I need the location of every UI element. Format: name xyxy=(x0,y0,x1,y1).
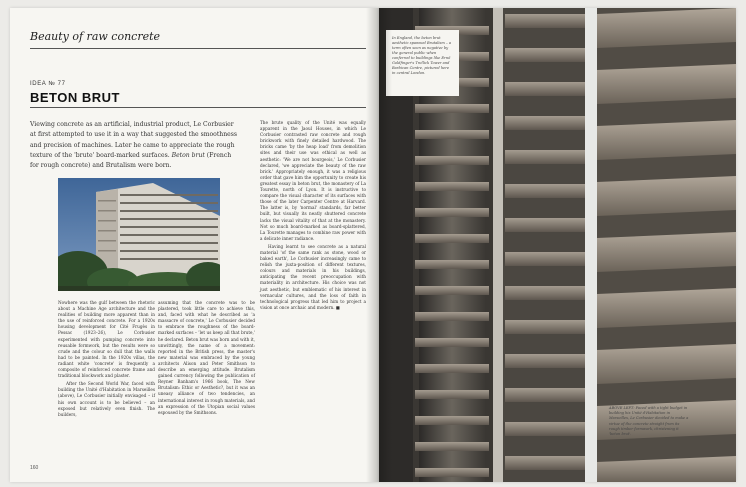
top-rule xyxy=(30,48,366,49)
unite-habitation-photo xyxy=(58,178,220,291)
idea-number-label: IDEA № 77 xyxy=(30,81,66,87)
left-page xyxy=(10,8,379,482)
body-paragraph: Having learnt to see concrete as a natural material 'of the same rank as stone, wood or baked earth', Le Corbusier increasingly came to relish the juxta-position of different textures, colours and materials in his buildings, anticipating the recent preoccupation with materiality in architecture. His choice was not just aesthetic, but emblematic of his interest in vernacular cultures, and the loss of faith in technological progress that led him to project a vision at once archaic and modern. ■ xyxy=(260,243,366,310)
intro-italic-term: Beton brut xyxy=(171,151,205,159)
section-title: Beauty of raw concrete xyxy=(30,30,161,43)
body-column-1 xyxy=(58,300,155,420)
body-paragraph: After the Second World War, faced with building the Unité d'Habitation in Marseilles (above), Le Corbusier initially envisaged – if his own account is to be believed – an exposed but relatively even finish. The builders, xyxy=(58,381,155,417)
right-page xyxy=(379,8,736,482)
intro-paragraph: Viewing concrete as an artificial, industrial product, Le Corbusier at first attempted to use it in a way that suggested the smoothness and precision of machines. Later he came to appreciate the rough texture of the 'brute' board-marked surfaces. Beton brut (French for rough concrete) and Brutalism were born. xyxy=(30,121,238,170)
page-number: 160 xyxy=(30,465,39,471)
body-column-3 xyxy=(260,120,366,313)
body-column-2 xyxy=(158,300,255,418)
body-paragraph: Nowhere was the gulf between the rhetoric about a Machine Age architecture and the realities of building more apparent than in the use of reinforced concrete. For a 1920s housing development for Cité Frugès in Pessac (1923–26), Le Corbusier experimented with pumping concrete into reusable formwork, but the results were so crude and the colour so dull that the walls had to be painted. In the 1920s villas, the radiant white 'concrete' is frequently a composite of reinforced concrete frame and traditional blockwork and plaster. xyxy=(58,300,155,379)
title-underline xyxy=(30,107,366,108)
body-paragraph: The brute quality of the Unité was equally apparent in the Jaoul Houses, in which Le Corbusier contrasted raw concrete and rough brickwork with finely detailed hardwood. The bricks came 'by the heap load' from demolition sites and their use was ethical as well as aesthetic: 'We are not bourgeois,' Le Corbusier declared, 'we appreciate the beauty of the raw brick.' Appropriately enough, it was a religious order that gave him the opportunity to create his greatest essay in beton brut, the monastery of La Tourette, north of Lyon. It is instructive to compare the visual character of its surfaces with those of the later Carpenter Centre at Harvard. The latter is, by 'normal' standards, far better built, but visually its neatly shuttered concrete lacks the visual vitality of that at the monastery. Not so much board-marked as board-splattered, La Tourette manages to combine raw power with a delicate inner radiance. xyxy=(260,120,366,241)
caption-top: In England, the beton brut aesthetic spawned Brutalism – a term often seen as negative by the general public when conferred to buildings like Ernő Goldfinger's Trellick Tower and Barbican Centre, pictured here in central London. xyxy=(386,30,459,96)
body-paragraph: assuming that the concrete was to be plastered, took little care to achieve this, and, faced with what he described as 'a massacre of concrete,' Le Corbusier decided to embrace the roughness of the board-marked surfaces – 'let us keep all that brute,' he declared. Beton brut was born and with it, unwittingly, the name of a movement: reported in the British press, the master's new material was embraced by the young architects Alison and Peter Smithson to describe an emerging attitude. Brutalism gained currency following the publication of Reyner Banham's 1966 book, The New Brutalism: Ethic or Aesthetic?, but it was an uneasy alliance of two tendencies, an international interest in rough materials, and an expression of the Utopian social values espoused by the Smithsons. xyxy=(158,300,255,415)
caption-bottom: ABOVE LEFT: Faced with a tight budget in building his Unité d'Habitation in Marseilles, Le Corbusier decided to make a virtue of the concrete straight from its rough timber formwork, christening it 'beton brut'. xyxy=(609,406,689,437)
idea-title: BETON BRUT xyxy=(30,90,120,105)
